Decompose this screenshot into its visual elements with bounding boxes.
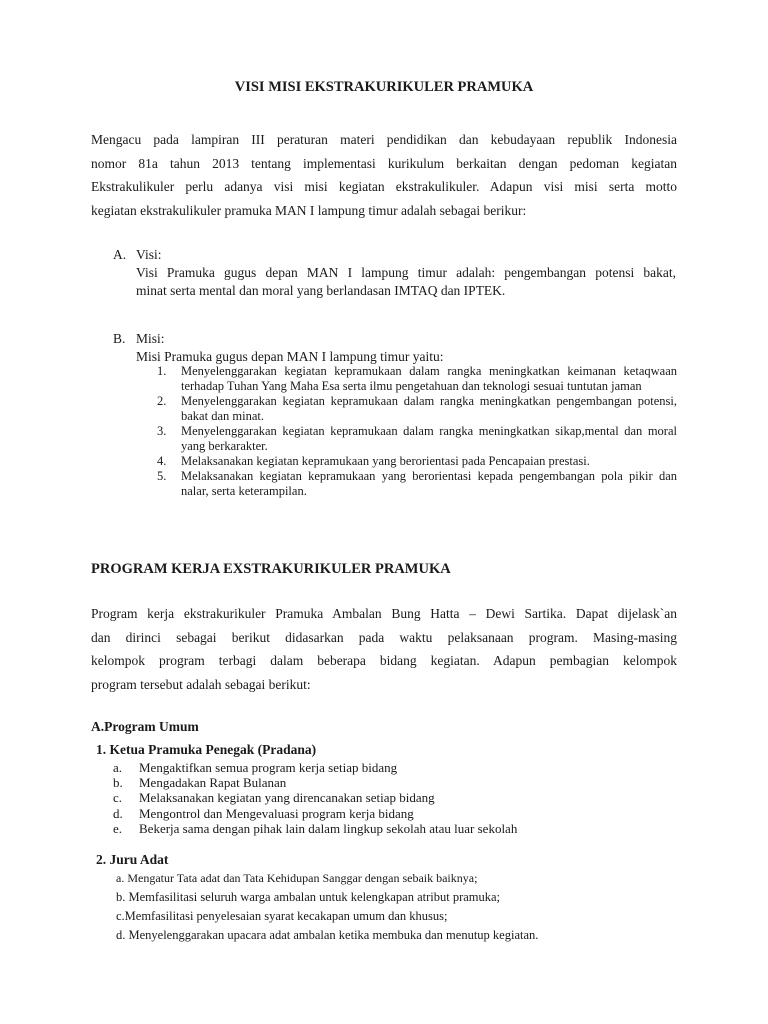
visi-body xyxy=(136,264,676,300)
intro-line: Mengacu pada lampiran III peraturan materi pendidikan dan kebudayaan republik Indonesia xyxy=(91,132,677,147)
misi-list xyxy=(157,364,677,499)
list-item: c.Memfasilitasi penyelesaian syarat kecakapan umum dan khusus; xyxy=(116,909,448,923)
program-title: PROGRAM KERJA EXSTRAKURIKULER PRAMUKA xyxy=(91,561,451,577)
program-intro-line: kelompok program terbagi dalam beberapa bidang kegiatan. Adapun pembagian kelompok xyxy=(91,653,677,668)
list-item: 4. Melaksanakan kegiatan kepramukaan yang berorientasi pada Pencapaian prestasi. xyxy=(157,454,590,468)
program-intro-line: program tersebut adalah sebagai berikut: xyxy=(91,676,311,692)
visi-line: minat serta mental dan moral yang berlandasan IMTAQ dan IPTEK. xyxy=(136,283,506,298)
list-item: d. Menyelenggarakan upacara adat ambalan ketika membuka dan menutup kegiatan. xyxy=(116,928,539,942)
ketua-heading: 1. Ketua Pramuka Penegak (Pradana) xyxy=(96,742,317,757)
list-item: c. Melaksanakan kegiatan yang direncanakan setiap bidang xyxy=(113,790,435,806)
intro-line: kegiatan ekstrakulikuler pramuka MAN I lampung timur adalah sebagai berikur: xyxy=(91,202,527,218)
list-item: a. Mengatur Tata adat dan Tata Kehidupan Sanggar dengan sebaik baiknya; xyxy=(116,871,478,885)
juru-adat-heading: 2. Juru Adat xyxy=(96,852,169,867)
list-item: 1. Menyelenggarakan kegiatan kepramukaan dalam rangka meningkatkan keimanan ketaqwaan terhadap Tuhan Yang Maha Esa serta ilmu pengetahuan dan teknologi sesuai tuntutan jaman xyxy=(157,364,677,393)
program-intro-paragraph xyxy=(91,602,677,696)
visi-heading: Visi: xyxy=(136,247,162,262)
intro-line: nomor 81a tahun 2013 tentang implementasi kurikulum berkaitan dengan pedoman kegiatan xyxy=(91,155,677,171)
list-item: 2. Menyelenggarakan kegiatan kepramukaan dalam rangka meningkatkan pengembangan potensi, bakat dan minat. xyxy=(157,394,677,423)
program-intro-line: dan dirinci sebagai berikut didasarkan pada waktu pelaksanaan program. Masing-masing xyxy=(91,629,677,645)
misi-section xyxy=(113,330,443,366)
page-title: VISI MISI EKSTRAKURIKULER PRAMUKA xyxy=(234,79,534,95)
list-item: b. Memfasilitasi seluruh warga ambalan untuk kelengkapan atribut pramuka; xyxy=(116,890,501,904)
intro-line: Ekstrakulikuler perlu adanya visi misi kegiatan ekstrakulikuler. Adapun visi misi serta motto xyxy=(91,179,677,194)
visi-section xyxy=(113,246,676,300)
juru-adat-list xyxy=(116,869,538,945)
visi-line: Visi Pramuka gugus depan MAN I lampung timur adalah: pengembangan potensi bakat, xyxy=(136,265,676,280)
program-intro-line: Program kerja ekstrakurikuler Pramuka Ambalan Bung Hatta – Dewi Sartika. Dapat dijelask`an xyxy=(91,606,677,621)
list-item: 5. Melaksanakan kegiatan kepramukaan yang berorientasi kepada pengembangan pola pikir dan nalar, serta keterampilan. xyxy=(157,469,677,498)
misi-letter: B. xyxy=(113,331,126,346)
list-item: e. Bekerja sama dengan pihak lain dalam lingkup sekolah atau luar sekolah xyxy=(113,820,518,836)
ketua-list xyxy=(113,760,517,836)
list-item: b. Mengadakan Rapat Bulanan xyxy=(113,775,287,791)
list-item: a. Mengaktifkan semua program kerja setiap bidang xyxy=(113,760,398,775)
misi-heading: Misi: xyxy=(136,331,165,346)
intro-paragraph xyxy=(91,128,677,222)
misi-intro: Misi Pramuka gugus depan MAN I lampung timur yaitu: xyxy=(136,349,444,364)
list-item: 3. Menyelenggarakan kegiatan kepramukaan dalam rangka meningkatkan sikap,mental dan moral yang berkarakter. xyxy=(157,424,677,453)
program-umum-heading: A.Program Umum xyxy=(91,719,199,734)
visi-letter: A. xyxy=(113,247,127,262)
list-item: d. Mengontrol dan Mengevaluasi program kerja bidang xyxy=(113,805,414,821)
